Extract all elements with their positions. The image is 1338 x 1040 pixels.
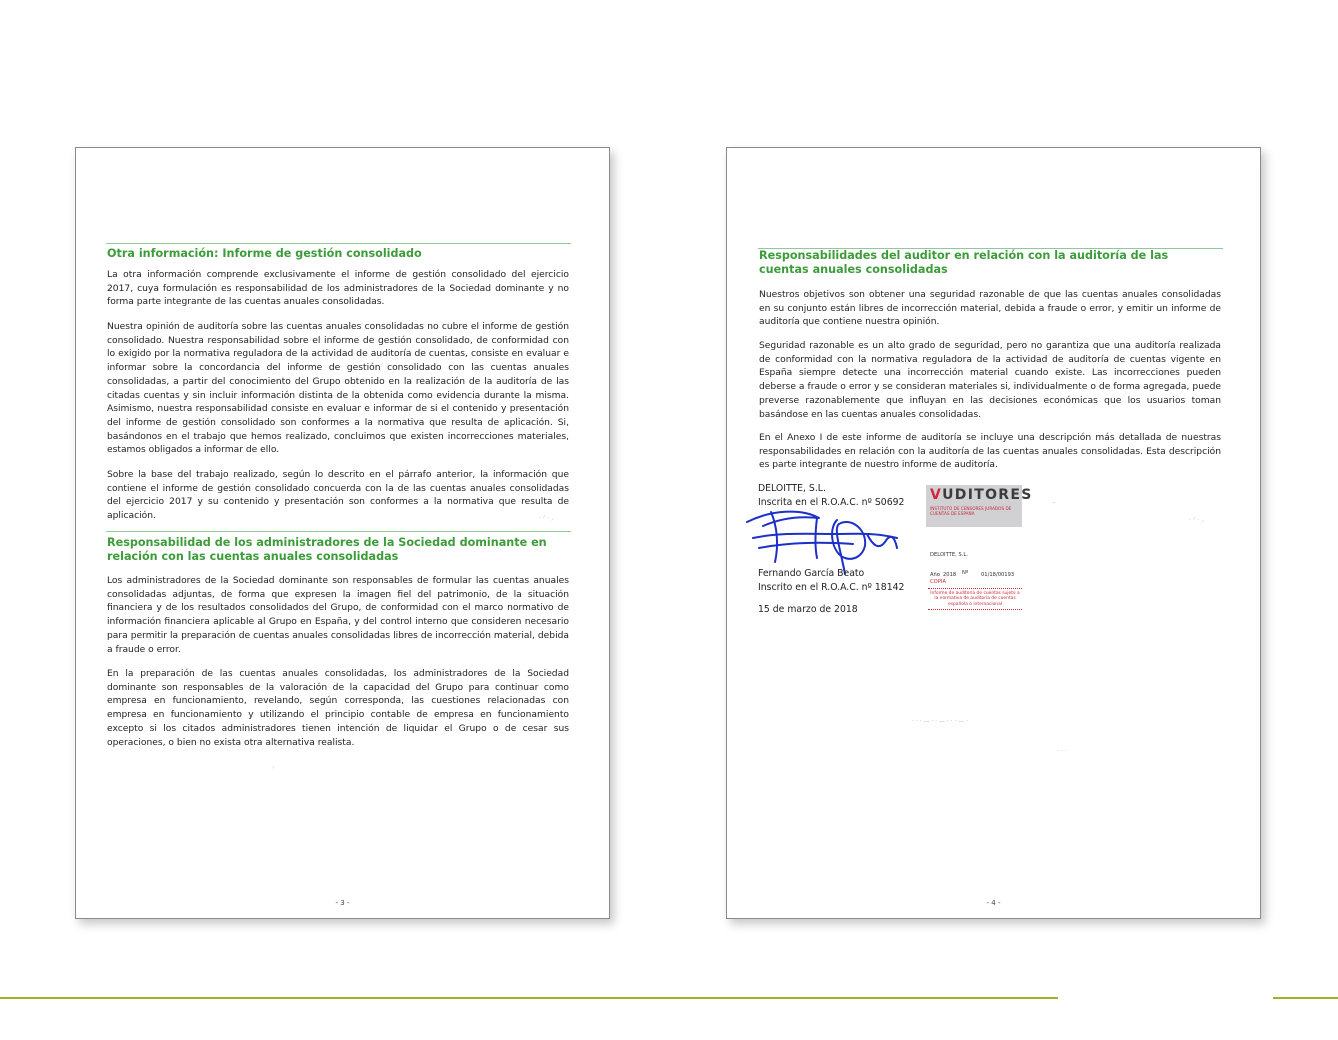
section-heading-auditor-responsibility: Responsabilidades del auditor en relación con la auditoría de las cuentas anuales consolidadas (759, 249, 1169, 276)
section-divider (106, 531, 571, 532)
stamp-year: 2018 (943, 572, 957, 578)
document-page-3 (75, 147, 610, 919)
stamp-number: 01/18/00193 (981, 572, 1015, 578)
paragraph: La otra información comprende exclusivamente el informe de gestión consolidado del ejercicio 2017, cuya formulación es responsabilidad de los administradores de la Sociedad dominante y no forma parte integrante de las cuentas anuales consolidadas. (107, 270, 569, 308)
firm-registration: Inscrita en el R.O.A.C. nº S0692 (758, 497, 905, 508)
paragraph: Sobre la base del trabajo realizado, según lo descrito en el párrafo anterior, la información que contiene el informe de gestión consolidado concuerda con la de las cuentas anuales consolidadas del ejercicio 2017 y su contenido y presentación son conformes a la normativa que resulta de aplicación. (107, 470, 569, 522)
footer-rule-right (1273, 997, 1338, 999)
section-divider (106, 243, 571, 244)
auditor-name: Fernando García Beato (758, 568, 865, 579)
document-page-4 (726, 147, 1261, 919)
stamp-firm: DELOITTE, S.L. (930, 552, 968, 558)
paragraph: En la preparación de las cuentas anuales consolidadas, los administradores de la Sociedad dominante son responsables de la valoración de la capacidad del Grupo para continuar como empresa en funcionamiento, revelando, según corresponda, las cuestiones relacionadas con empresa en funcionamiento y utilizando el principio contable de empresa en funcionamiento excepto si los citados administradores tienen intención de liquidar el Grupo o de cesar sus operaciones, o bien no exista otra alternativa realista. (107, 669, 569, 748)
paragraph: Los administradores de la Sociedad dominante son responsables de formular las cuentas anuales consolidadas adjuntas, de forma que expresen la imagen fiel del patrimonio, de la situación financiera y de los resultados consolidados del Grupo, de conformidad con el marco normativo de información financiera aplicable al Grupo en España, y del control interno que consideren necesario para permitir la preparación de cuentas anuales consolidadas libres de incorrección material, debida a fraude o error. (107, 576, 569, 655)
scan-mark: ⸝ (272, 763, 276, 770)
stamp-logo-word: VUDITORES (930, 487, 1033, 503)
section-heading-other-info: Otra información: Informe de gestión consolidado (107, 247, 422, 260)
paragraph: Nuestros objetivos son obtener una seguridad razonable de que las cuentas anuales consolidadas en su conjunto están libres de incorrección material, debida a fraude o error, y emitir un informe de auditoría que contiene nuestra opinión. (759, 290, 1221, 328)
scan-mark: · · · — · · — · · · — · (912, 718, 969, 725)
paragraph: Nuestra opinión de auditoría sobre las cuentas anuales consolidadas no cubre el informe de gestión consolidado. Nuestra responsabilidad sobre el informe de gestión consolidado, de conformidad con lo exigido por la normativa reguladora de la actividad de auditoría de cuentas, consiste en evaluar e informar sobre la concordancia del informe de gestión consolidado con las cuentas anuales consolidadas, a partir del conocimiento del Grupo obtenido en la realización de la auditoría de las citadas cuentas y sin incluir información distinta de la obtenida como evidencia durante la misma. Asimismo, nuestra responsabilidad consiste en evaluar e informar de si el contenido y presentación del informe de gestión consolidado son conformes a la normativa que resulta de aplicación. Si, basándonos en el trabajo que hemos realizado, concluimos que existen incorrecciones materiales, estamos obligados a informar de ello. (107, 322, 569, 456)
scan-mark: · · · (1057, 748, 1067, 755)
stamp-note: Informe de auditoría de cuentas sujeto a la normativa de auditoría de cuentas española o internacional (928, 588, 1022, 610)
footer-rule-left (0, 997, 1058, 999)
stamp-subtitle: INSTITUTO DE CENSORES JURADOS DE CUENTAS DE ESPAÑA (930, 506, 1012, 516)
scan-mark: · ᐟ · ⸝ (1189, 517, 1205, 524)
page-number: - 3 - (335, 899, 350, 907)
paragraph: Seguridad razonable es un alto grado de seguridad, pero no garantiza que una auditoría realizada de conformidad con la normativa reguladora de la actividad de auditoría de cuentas vigente en España siempre detecte una incorrección material cuando existe. Las incorrecciones pueden deberse a fraude o error y se consideran materiales si, individualmente o de forma agregada, puede preverse razonablemente que influyan en las decisiones económicas que los usuarios toman basándose en las cuentas anuales consolidadas. (759, 341, 1221, 420)
stamp-copy: COPIA (930, 579, 946, 585)
stamp-number-label: Nº (962, 570, 969, 576)
stamp-year-label: Año (930, 572, 941, 578)
scan-mark: · ᐟ · ⸝ (539, 515, 555, 522)
auditor-registration: Inscrito en el R.O.A.C. nº 18142 (758, 582, 905, 593)
report-date: 15 de marzo de 2018 (758, 604, 858, 615)
scan-mark: · (1053, 500, 1055, 507)
paragraph: En el Anexo I de este informe de auditoría se incluye una descripción más detallada de nuestras responsabilidades en relación con la auditoría de las cuentas anuales consolidadas. Esta descripción es parte integrante de nuestro informe de auditoría. (759, 433, 1221, 471)
page-number: - 4 - (986, 899, 1001, 907)
section-heading-admin-responsibility: Responsabilidad de los administradores de la Sociedad dominante en relación con las cuentas anuales consolidadas (107, 536, 547, 563)
firm-name: DELOITTE, S.L. (758, 483, 826, 494)
auditores-stamp (926, 485, 1033, 527)
